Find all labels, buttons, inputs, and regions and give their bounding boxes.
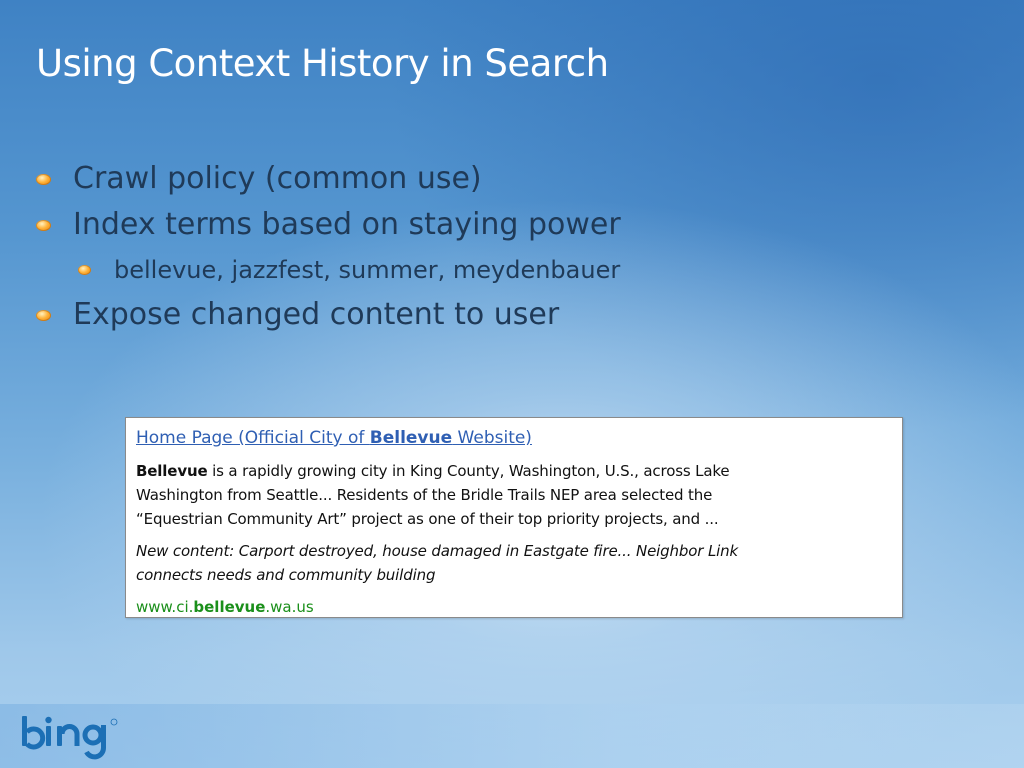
bing-logo <box>20 712 130 764</box>
search-result-new-content <box>136 539 892 587</box>
search-result-title-link[interactable] <box>136 426 892 450</box>
new-content-line-1: New content: Carport destroyed, house damaged in Eastgate fire... Neighbor Link <box>136 542 739 560</box>
footer-band <box>0 704 1024 768</box>
bullet-dot-icon <box>36 220 51 231</box>
search-result-url[interactable] <box>136 595 892 619</box>
bullet-text: Expose changed content to user <box>73 297 560 332</box>
bullet-item <box>36 292 621 338</box>
bullet-text: Index terms based on staying power <box>73 207 621 242</box>
bullet-dot-icon <box>78 265 91 275</box>
snippet-line-3: “Equestrian Community Art” project as one of their top priority projects, and ... <box>136 510 719 528</box>
sub-bullet-item <box>36 248 621 292</box>
bullet-dot-icon <box>36 174 51 185</box>
slide-title: Using Context History in Search <box>36 42 609 85</box>
url-bold: bellevue <box>193 598 266 616</box>
result-title-bold: Bellevue <box>369 428 453 448</box>
snippet-bold-term: Bellevue <box>136 462 208 480</box>
snippet-line-2: Washington from Seattle... Residents of the Bridle Trails NEP area selected the <box>136 486 713 504</box>
snippet-line-1: is a rapidly growing city in King County, Washington, U.S., across Lake <box>207 462 730 480</box>
result-title-prefix: Home Page (Official City of <box>136 428 370 448</box>
bullet-text: Crawl policy (common use) <box>73 161 482 196</box>
bullet-list <box>36 156 621 338</box>
search-result-snippet <box>136 459 892 531</box>
bullet-item <box>36 156 621 202</box>
new-content-line-2: connects needs and community building <box>136 566 436 584</box>
sub-bullet-text: bellevue, jazzfest, summer, meydenbauer <box>114 256 621 284</box>
bullet-item <box>36 202 621 248</box>
search-result-card <box>125 417 903 618</box>
url-prefix: www.ci. <box>136 598 194 616</box>
url-suffix: .wa.us <box>265 598 314 616</box>
result-title-suffix: Website) <box>452 428 532 448</box>
bullet-dot-icon <box>36 310 51 321</box>
